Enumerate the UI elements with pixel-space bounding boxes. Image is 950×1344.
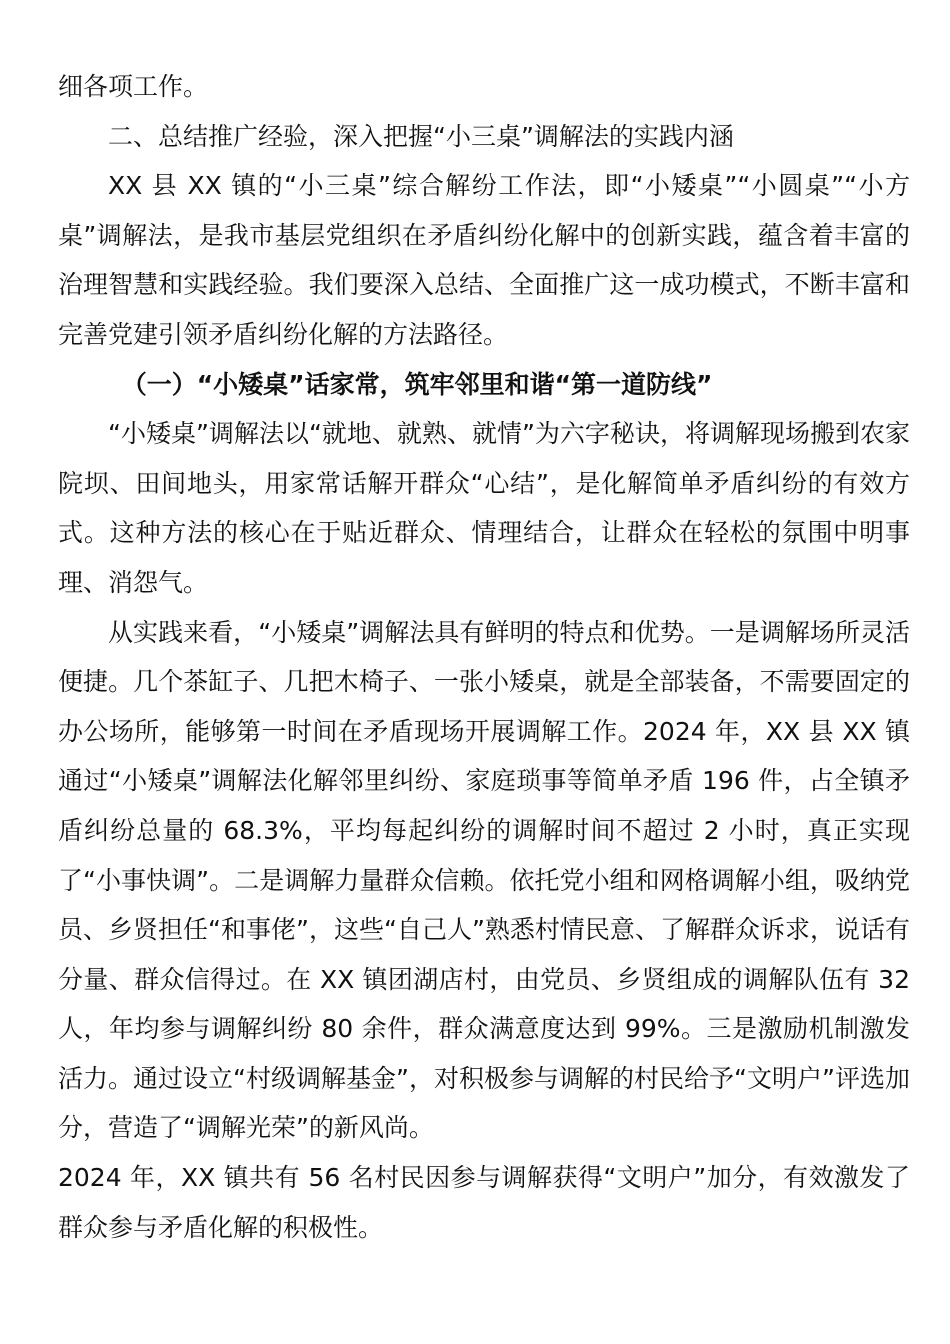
subheading: （一）“小矮桌”话家常，筑牢邻里和谐“第一道防线” xyxy=(121,369,713,399)
body-paragraph: “小矮桌”调解法以“就地、就熟、就情”为六字秘诀，将调解现场搬到农家院坝、田间地头，用家常话解开群众“心结”，是化解简单矛盾纠纷的有效方式。这种方法的核心在于贴近群众、情理结合，让群众在轻松的氛围中明事理、消怨气。 xyxy=(58,419,910,597)
paragraph-continuation: 细各项工作。 xyxy=(58,72,209,101)
document-page xyxy=(58,62,910,1252)
body-paragraph: 从实践来看，“小矮桌”调解法具有鲜明的特点和优势。一是调解场所灵活便捷。几个茶缸子、几把木椅子、一张小矮桌，就是全部装备，不需要固定的办公场所，能够第一时间在矛盾现场开展调解工作。2024 年，XX 县 XX 镇通过“小矮桌”调解法化解邻里纠纷、家庭琐事等简单矛盾 196 件，占全镇矛盾纠纷总量的 68.3%，平均每起纠纷的调解时间不超过 2 小时，真正实现了“小事快调”。二是调解力量群众信赖。依托党小组和网格调解小组，吸纳党员、乡贤担任“和事佬”，这些“自己人”熟悉村情民意、了解群众诉求，说话有分量、群众信得过。在 XX 镇团湖店村，由党员、乡贤组成的调解队伍有 32 人，年均参与调解纠纷 80 余件，群众满意度达到 99%。三是激励机制激发活力。通过设立“村级调解基金”，对积极参与调解的村民给予“文明户”评选加分，营造了“调解光荣”的新风尚。 xyxy=(58,617,910,1143)
section-heading: 二、总结推广经验，深入把握“小三桌”调解法的实践内涵 xyxy=(108,121,734,151)
paragraph-continuation: 2024 年，XX 镇共有 56 名村民因参与调解获得“文明户”加分，有效激发了群众参与矛盾化解的积极性。 xyxy=(58,1163,910,1242)
body-paragraph: XX 县 XX 镇的“小三桌”综合解纷工作法，即“小矮桌”“小圆桌”“小方桌”调解法，是我市基层党组织在矛盾纠纷化解中的创新实践，蕴含着丰富的治理智慧和实践经验。我们要深入总结、全面推广这一成功模式，不断丰富和完善党建引领矛盾纠纷化解的方法路径。 xyxy=(58,171,910,349)
